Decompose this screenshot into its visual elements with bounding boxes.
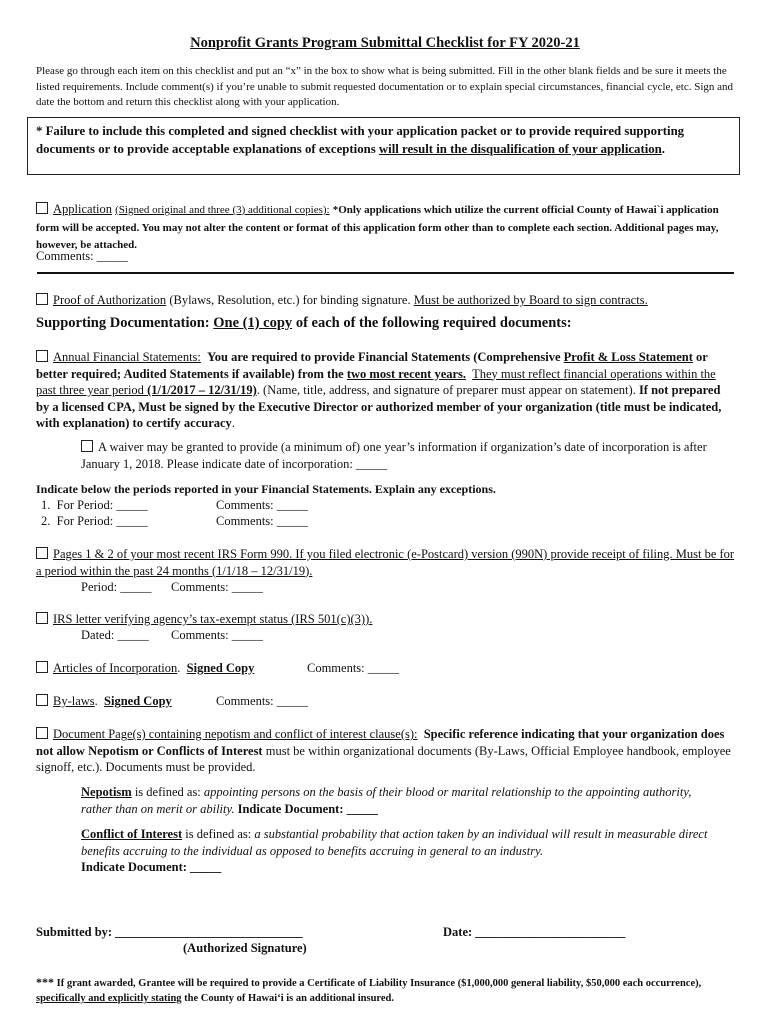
period-num: 2. (41, 514, 51, 528)
nepotism-def: appointing persons on the basis of their blood or marital relationship to the appointing authority, rather than on merit or ability. (81, 785, 692, 816)
authorization-requirement: Must be authorized by Board to sign contracts. (413, 293, 648, 307)
period-num: 1. (41, 498, 51, 512)
submitted-by: Submitted by: ______________________________ (36, 925, 303, 939)
financial-cpa-note: If not prepared by a licensed CPA, Must be signed by the Executive Director or authorized member of your organization (title must be indicated, with explanation) to certify accuracy (36, 383, 722, 430)
date-field: Date: ________________________ (443, 925, 626, 939)
application-section (36, 201, 736, 254)
nepotism-doc-section (36, 726, 736, 776)
irs990-period: Period: _____ (81, 580, 152, 594)
irsletter-dated: Dated: _____ (81, 628, 149, 642)
financial-section (36, 349, 736, 432)
application-checkbox[interactable] (36, 202, 48, 214)
authorized-signature: (Authorized Signature) (183, 941, 307, 955)
waiver-checkbox[interactable] (81, 440, 93, 452)
financial-req-4: two most recent years. (346, 366, 467, 381)
nepotism-term: Nepotism (81, 785, 132, 799)
articles-dot: . (177, 661, 181, 675)
financial-preparer-note: . (Name, title, address, and signature of preparer must appear on statement). (256, 383, 639, 397)
footer-note (36, 975, 736, 1006)
nepotism-definition (81, 784, 721, 817)
warning-end: . (661, 141, 665, 156)
authorization-text: (Bylaws, Resolution, etc.) for binding signature. (166, 293, 414, 307)
warning-text: * Failure to include this completed and signed checklist with your application packet or to provide required supporting documents or to provide acceptable explanations of exceptions (36, 124, 685, 156)
application-paren: (Signed original and three (3) additional copies): (115, 204, 330, 216)
footer-stars: *** (36, 975, 54, 989)
footer-text-2: the County of Hawai‘i is an additional insured. (181, 993, 395, 1004)
footer-text-1: If grant awarded, Grantee will be required to provide a Certificate of Liability Insurance ($1,000,000 general liability, $50,000 each occurrence), (54, 978, 702, 989)
nepotism-doc-text: must be within organizational documents (By-Laws, Official Employee handbook, employee signoff, etc.). Documents must be provided. (36, 743, 731, 774)
irs990-section (36, 546, 736, 579)
bylaws-dot: . (94, 694, 98, 708)
supporting-pre: Supporting Documentation: (36, 315, 214, 331)
nepotism-is: is defined as: (131, 785, 204, 799)
financial-label: Annual Financial Statements: (53, 350, 201, 364)
conflict-term: Conflict of Interest (81, 827, 183, 841)
bylaws-section (36, 693, 172, 710)
period-row-1 (41, 497, 148, 514)
irsletter-comments: Comments: _____ (171, 628, 264, 642)
bylaws-signed: Signed Copy (104, 694, 172, 708)
articles-section (36, 660, 254, 677)
period-label: For Period: _____ (56, 498, 148, 512)
financial-period: (1/1/2017 – 12/31/19) (147, 383, 257, 397)
warning-emphasis: will result in the disqualification of your application (378, 141, 662, 156)
bylaws-label: By-laws (53, 694, 95, 708)
irs990-comments: Comments: _____ (171, 580, 264, 594)
footer-emph: specifically and explicitly stating (36, 993, 182, 1004)
period-comments-2: Comments: _____ (216, 514, 309, 528)
supporting-heading (36, 315, 572, 332)
conflict-definition (81, 826, 721, 876)
financial-period-note: They must reflect financial operations within the past three year period (36, 366, 716, 397)
nepotism-doc-checkbox[interactable] (36, 727, 48, 739)
irsletter-section (36, 611, 372, 628)
period-row-2 (41, 513, 148, 530)
articles-signed: Signed Copy (186, 661, 255, 675)
page-title: Nonprofit Grants Program Submittal Checklist for FY 2020-21 (190, 35, 580, 51)
divider (37, 272, 734, 274)
periods-heading: Indicate below the periods reported in your Financial Statements. Explain any exceptions. (36, 482, 496, 496)
articles-label: Articles of Incorporation (53, 661, 178, 675)
conflict-is: is defined as: (182, 827, 255, 841)
warning-box (27, 117, 740, 175)
bylaws-comments: Comments: _____ (216, 694, 309, 708)
financial-req-3: or better required; Audited Statements if available) from the (36, 350, 708, 381)
nepotism-doc-requirement: Specific reference indicating that your organization does not allow Nepotism or Conflicts of Interest (36, 727, 725, 758)
application-label: Application (53, 202, 113, 216)
irsletter-text: IRS letter verifying agency’s tax-exempt status (IRS 501(c)(3)). (53, 612, 373, 626)
authorization-label: Proof of Authorization (53, 293, 167, 307)
supporting-post: of each of the following required documents: (292, 315, 572, 331)
financial-req-1: You are required to provide Financial Statements (Comprehensive (207, 350, 564, 364)
irs990-checkbox[interactable] (36, 547, 48, 559)
articles-comments: Comments: _____ (307, 661, 400, 675)
financial-end: . (231, 416, 235, 430)
application-note: *Only applications which utilize the current official County of Hawai`i application form will be accepted. You may not alter the content or format of this application form other than to complete each section. Additional pages may, however, be attached. (36, 204, 719, 251)
financial-req-2: Profit & Loss Statement (563, 350, 693, 364)
authorization-checkbox[interactable] (36, 293, 48, 305)
authorization-section (36, 292, 746, 309)
waiver-section (81, 439, 721, 472)
period-comments-1: Comments: _____ (216, 498, 309, 512)
conflict-def: a substantial probability that action taken by an individual will result in measurable direct benefits accruing to the individual as opposed to benefits accruing in general to an industry. (81, 827, 708, 858)
financial-checkbox[interactable] (36, 350, 48, 362)
supporting-emph: One (1) copy (213, 315, 293, 331)
nepotism-indicate: Indicate Document: _____ (234, 801, 378, 816)
period-label: For Period: _____ (56, 514, 148, 528)
waiver-text: A waiver may be granted to provide (a minimum of) one year’s information if organization’s date of incorporation is after January 1, 2018. Please indicate date of incorporation: _____ (81, 440, 707, 471)
irsletter-checkbox[interactable] (36, 612, 48, 624)
articles-checkbox[interactable] (36, 661, 48, 673)
conflict-indicate: Indicate Document: _____ (81, 860, 222, 874)
application-comments: Comments: _____ (36, 249, 129, 263)
intro-text: Please go through each item on this checklist and put an “x” in the box to show what is being submitted. Fill in the other blank fields and be sure it meets the listed requirements. Include comment(s) if you’re unable to submit requested documentation or to explain special circumstances, financial cycle, etc. Sign and date the bottom and return this checklist along with your application. (36, 65, 734, 108)
bylaws-checkbox[interactable] (36, 694, 48, 706)
nepotism-doc-label: Document Page(s) containing nepotism and conflict of interest clause(s): (53, 727, 418, 741)
irs990-text: Pages 1 & 2 of your most recent IRS Form 990. If you filed electronic (e-Postcard) version (990N) provide receipt of filing. Must be for a period within the past 24 months (1/1/18 – 12/31/19). (36, 547, 735, 578)
